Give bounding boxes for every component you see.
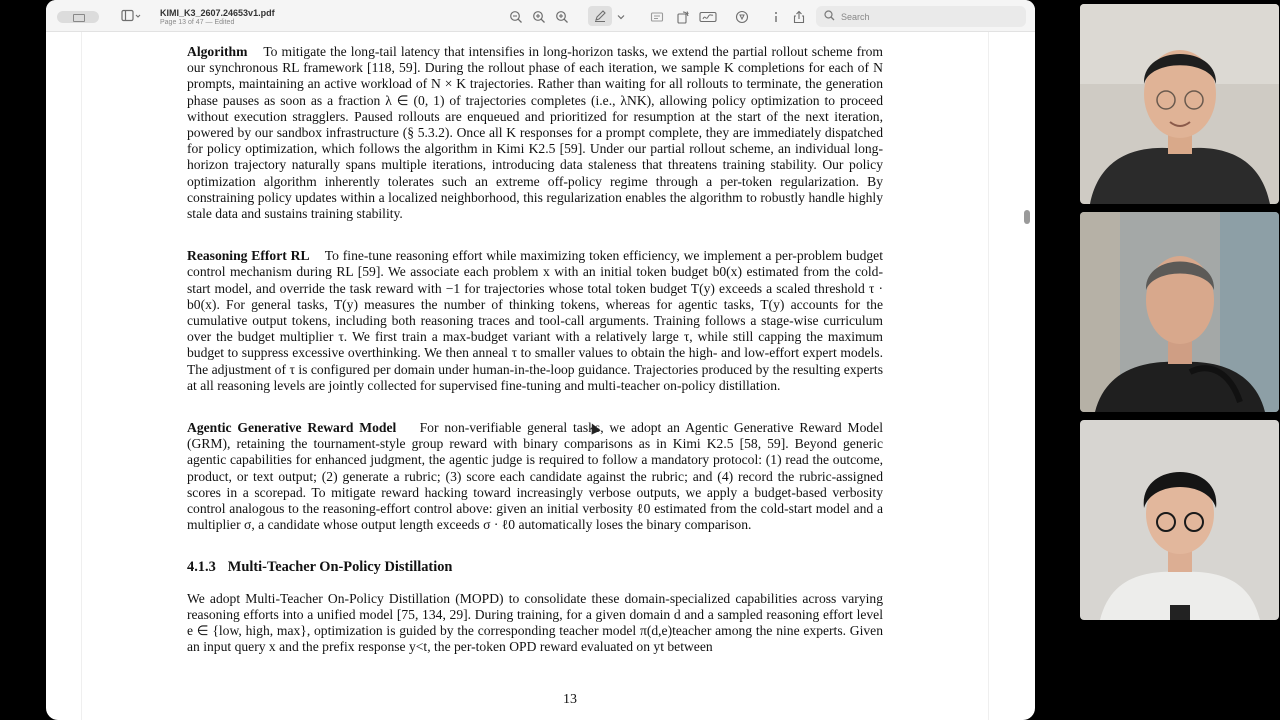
section-heading [187, 559, 883, 575]
section-title: Multi-Teacher On-Policy Distillation [227, 559, 453, 576]
search-input[interactable] [841, 12, 1011, 22]
pdf-viewer-window [46, 0, 1035, 720]
participant-video-1 [1080, 4, 1279, 204]
zoom-in-icon[interactable] [531, 7, 547, 27]
paragraph-heading: Agentic Generative Reward Model [187, 420, 397, 436]
paragraph-text: To fine-tune reasoning effort while maximizing token efficiency, we implement a per-problem budget control mechanism during RL [59]. We associate each problem x with an initial token budget b0(x) estimated from the cold-start model, and override the task reward with −1 for trajectories whose total token budget T(y) exceeds a scaled threshold τ · b0(x). For general tasks, T(y) measures the number of thinking tokens, whereas for agentic tasks, T(y) accounts for the cumulative output tokens, including both reasoning traces and tool-call arguments. Training follows a stage-wise curriculum over the budget multiplier τ. We first train a max-budget variant with a relatively large τ, while still capping the maximum budget to suppress excessive overthinking. We then anneal τ to smaller values to obtain the high- and low-effort expert models. The adjustment of τ is configured per domain under human-in-the-loop guidance. Trajectories produced by the resulting experts at all reasoning levels are jointly collected for supervised fine-tuning and multi-teacher on-policy distillation. [187, 248, 883, 393]
paragraph-heading: Algorithm [187, 44, 248, 59]
page-info: Page 13 of 47 — Edited [160, 19, 235, 26]
participant-avatar [1080, 212, 1279, 412]
textbox-icon[interactable] [649, 7, 665, 27]
sidebar-icon[interactable] [118, 6, 144, 26]
paragraph-text: For non-verifiable general tasks, we adopt an Agentic Generative Reward Model (GRM), retaining the tournament-style group reward with binary comparisons as in Kimi K2.5 [58, 59]. Beyond generic agentic capabilities for enhanced judgment, the agentic judge is required to follow a mandatory protocol: (1) read the outcome, product, or text output; (2) generate a rubric; (3) score each candidate against the rubric; and (4) record the rubric-assigned scores in a scorepad. To mitigate reward hacking toward increasingly verbose outputs, we apply a budget-based verbosity control analogous to the reasoning-effort control above: given an initial verbosity ℓ0 estimated from the cold-start model and a multiplier σ, a candidate whose output length exceeds σ · ℓ0 automatically loses the binary comparison. [187, 420, 883, 533]
paragraph-text: We adopt Multi-Teacher On-Policy Distillation (MOPD) to consolidate these domain-specialized capabilities across varying reasoning efforts into a unified model [75, 134, 29]. During training, for a given domain d and a sampled reasoning effort level e ∈ {low, high, max}, optimization is guided by the corresponding teacher model π(d,e)teacher among the nine experts. Given an input query x and the prefix response y<t, the per-token OPD reward evaluated on yt between [187, 590, 883, 655]
viewer-toolbar [46, 0, 1035, 32]
window-controls[interactable] [57, 11, 99, 23]
chevron-down-icon[interactable] [614, 7, 628, 27]
section-number: 4.1.3 [187, 559, 216, 576]
pen-icon[interactable] [588, 6, 612, 26]
zoom-out-icon[interactable] [508, 7, 524, 27]
paragraph-reasoning-effort [187, 248, 883, 394]
page-number: 13 [563, 692, 577, 707]
info-icon[interactable] [769, 7, 783, 27]
page-content [187, 44, 883, 682]
zoom-fit-icon[interactable] [554, 7, 570, 27]
paragraph-mopd [187, 591, 883, 656]
document-title: KIMI_K3_2607.24653v1.pdf [160, 8, 275, 18]
participant-video-2 [1080, 212, 1279, 412]
participant-avatar [1080, 420, 1279, 620]
search-field[interactable] [816, 6, 1026, 27]
participant-video-3 [1080, 420, 1279, 620]
accessibility-icon[interactable] [734, 7, 750, 27]
paragraph-text: To mitigate the long-tail latency that intensifies in long-horizon tasks, we extend the partial rollout scheme from our synchronous RL framework [118, 59]. During the rollout phase of each iteration, we sample K completions for each of N prompts, maintaining an active workload of N × K trajectories. Rather than waiting for all rollouts to terminate, the generation phase pauses as soon as a fraction λ ∈ (0, 1) of trajectories completes (i.e., λNK), allowing policy optimization to proceed without execution stragglers. Paused rollouts are enqueued and prioritized for resumption at the start of the next iteration, powered by our sandbox infrastructure (§ 5.3.2). Once all K responses for a prompt complete, they are immediately dispatched for policy optimization, which follows the algorithm in Kimi K2.5 [59]. Under our partial rollout scheme, an individual long-horizon trajectory naturally spans multiple iterations, introducing data staleness that threatens training stability. Our policy optimization algorithm inherently tolerates such an extreme off-policy regime through a per-token regularization. By constraining policy updates within a localized neighborhood, this regularization enables the algorithm to robustly handle highly stale data and sustains training stability. [187, 44, 883, 222]
share-icon[interactable] [791, 7, 807, 27]
paragraph-grm [187, 420, 883, 533]
search-icon [824, 8, 835, 26]
paragraph-algorithm [187, 44, 883, 222]
scrollbar-thumb[interactable] [1024, 210, 1030, 224]
signature-icon[interactable] [698, 7, 718, 27]
participant-avatar [1080, 4, 1279, 204]
rotate-icon[interactable] [675, 7, 691, 27]
pdf-page [81, 32, 989, 720]
paragraph-heading: Reasoning Effort RL [187, 248, 310, 264]
